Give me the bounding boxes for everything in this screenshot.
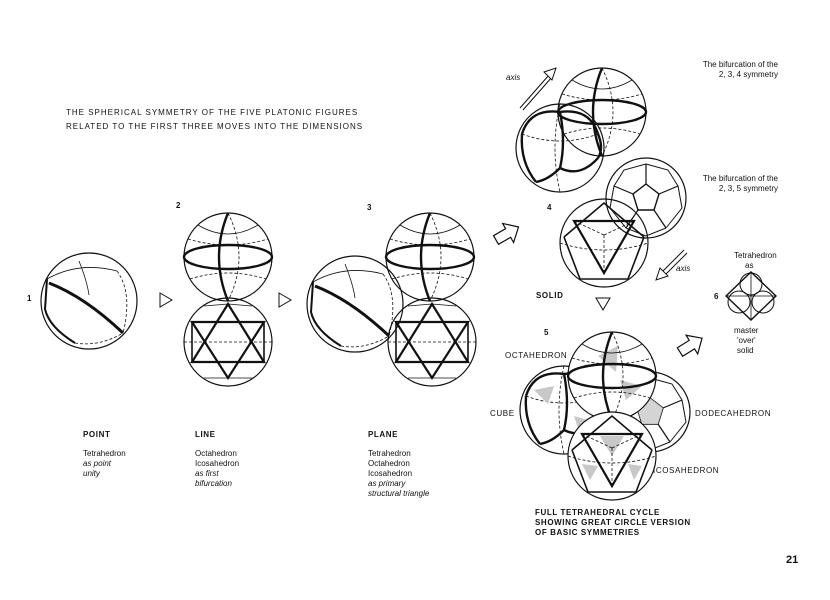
figure-number-4: 4	[547, 203, 552, 212]
caption-plane-line1: Tetrahedron	[368, 449, 411, 458]
cluster-octahedron-sphere	[568, 332, 656, 420]
figure-number-1: 1	[27, 294, 32, 303]
label-octahedron: OCTAHEDRON	[505, 351, 568, 360]
full-cycle-line1: FULL TETRAHEDRAL CYCLE	[535, 508, 660, 517]
axis-arrow-top	[520, 68, 556, 110]
caption-line-line4: bifurcation	[195, 479, 232, 488]
point-tetrahedron-sphere	[41, 253, 137, 349]
master-line3: solid	[737, 346, 754, 355]
open-arrow-to-6	[674, 329, 708, 361]
caption-solid: SOLID	[536, 291, 564, 300]
figure-number-5: 5	[544, 328, 549, 337]
plane-octahedron-sphere	[386, 213, 474, 301]
caption-point-line2: as point	[83, 459, 112, 468]
caption-plane-line5: structural triangle	[368, 489, 430, 498]
caption-plane-line3: Icosahedron	[368, 469, 413, 478]
tetrahedron-as-line2: as	[745, 261, 754, 270]
bifurcation-cube-sphere	[516, 104, 604, 192]
page-title-line-2: RELATED TO THE FIRST THREE MOVES INTO THE DIMENSIONS	[66, 122, 364, 131]
open-arrow-to-4	[491, 217, 525, 249]
caption-plane-line4: as primary	[368, 479, 406, 488]
plane-icosahedron-sphere	[388, 298, 476, 386]
caption-line-line1: Octahedron	[195, 449, 237, 458]
full-cycle-line2: SHOWING GREAT CIRCLE VERSION	[535, 518, 691, 527]
master-line1: master	[734, 326, 759, 335]
axis-label-top: axis	[506, 73, 521, 82]
line-octahedron-sphere	[184, 213, 272, 301]
figure-number-3: 3	[367, 203, 372, 212]
triangle-pointer-down	[596, 298, 610, 310]
figure-number-2: 2	[176, 201, 181, 210]
figure-number-6: 6	[714, 292, 719, 301]
caption-point-line3: unity	[83, 469, 100, 478]
master-line2: 'over'	[737, 336, 756, 345]
full-cycle-line3: OF BASIC SYMMETRIES	[535, 528, 640, 537]
master-solid-diagram	[726, 272, 776, 320]
caption-line-line2: Icosahedron	[195, 459, 240, 468]
caption-point-heading: POINT	[83, 430, 111, 439]
triangle-pointer-1	[160, 293, 172, 307]
axis-label-middle: axis	[676, 264, 691, 273]
bifurcation-235-line1: The bifurcation of the	[702, 174, 778, 183]
label-dodecahedron: DODECAHEDRON	[695, 409, 772, 418]
tetrahedron-as-line1: Tetrahedron	[734, 251, 777, 260]
label-icosahedron: ICOSAHEDRON	[653, 466, 720, 475]
bifurcation-235-line2: 2, 3, 5 symmetry	[718, 184, 778, 193]
label-cube: CUBE	[490, 409, 515, 418]
triangle-pointer-2	[279, 293, 291, 307]
caption-point-line1: Tetrahedron	[83, 449, 126, 458]
bifurcation-dodecahedron-sphere	[606, 158, 686, 238]
bifurcation-234-line2: 2, 3, 4 symmetry	[718, 70, 778, 79]
caption-line-line3: as first	[195, 469, 219, 478]
caption-plane-heading: PLANE	[368, 430, 399, 439]
caption-plane-line2: Octahedron	[368, 459, 410, 468]
page-title-line-1: THE SPHERICAL SYMMETRY OF THE FIVE PLATONIC FIGURES	[66, 108, 359, 117]
cluster-icosahedron-sphere	[568, 412, 656, 500]
bifurcation-234-line1: The bifurcation of the	[702, 60, 778, 69]
bifurcation-icosahedron-sphere	[560, 199, 648, 287]
caption-line-heading: LINE	[195, 430, 216, 439]
line-icosahedron-sphere	[184, 298, 272, 386]
page-number: 21	[786, 554, 799, 566]
